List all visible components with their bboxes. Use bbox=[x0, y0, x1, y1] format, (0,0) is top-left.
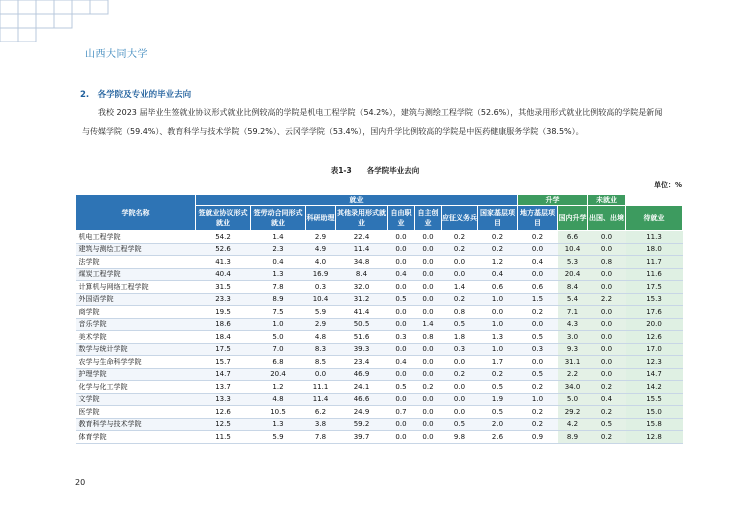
value-cell: 4.3 bbox=[558, 318, 588, 331]
table-row bbox=[76, 343, 683, 356]
value-cell: 4.8 bbox=[306, 331, 336, 344]
unemployed-group-header: 未就业 bbox=[588, 195, 626, 206]
unit-label: 单位：% bbox=[653, 181, 682, 189]
value-cell: 12.6 bbox=[626, 331, 683, 344]
table-row bbox=[76, 431, 683, 444]
column-header: 自主创业 bbox=[415, 206, 442, 231]
value-cell: 5.9 bbox=[251, 431, 306, 444]
value-cell: 0.5 bbox=[388, 381, 415, 394]
value-cell: 0.0 bbox=[518, 243, 558, 256]
value-cell: 2.9 bbox=[306, 318, 336, 331]
value-cell: 7.0 bbox=[251, 343, 306, 356]
college-name-cell: 机电工程学院 bbox=[76, 231, 196, 244]
value-cell: 0.2 bbox=[442, 231, 478, 244]
value-cell: 12.8 bbox=[626, 431, 683, 444]
value-cell: 0.0 bbox=[388, 318, 415, 331]
value-cell: 0.0 bbox=[518, 356, 558, 369]
value-cell: 0.0 bbox=[588, 343, 626, 356]
value-cell: 31.2 bbox=[336, 293, 388, 306]
value-cell: 0.2 bbox=[588, 406, 626, 419]
value-cell: 0.0 bbox=[442, 356, 478, 369]
value-cell: 3.0 bbox=[558, 331, 588, 344]
table-row bbox=[76, 418, 683, 431]
university-name: 山西大同大学 bbox=[85, 49, 148, 60]
value-cell: 41.3 bbox=[196, 256, 251, 269]
table-row bbox=[76, 306, 683, 319]
section-title: 2. 各学院及专业的毕业去向 bbox=[80, 90, 192, 100]
table-row bbox=[76, 356, 683, 369]
value-cell: 0.4 bbox=[388, 268, 415, 281]
value-cell: 1.9 bbox=[478, 393, 518, 406]
value-cell: 4.9 bbox=[306, 243, 336, 256]
value-cell: 0.6 bbox=[478, 281, 518, 294]
value-cell: 18.6 bbox=[196, 318, 251, 331]
value-cell: 1.0 bbox=[478, 318, 518, 331]
value-cell: 0.8 bbox=[415, 331, 442, 344]
value-cell: 2.9 bbox=[306, 231, 336, 244]
value-cell: 2.2 bbox=[558, 368, 588, 381]
value-cell: 0.7 bbox=[388, 406, 415, 419]
value-cell: 0.0 bbox=[518, 318, 558, 331]
value-cell: 0.3 bbox=[518, 343, 558, 356]
value-cell: 1.4 bbox=[442, 281, 478, 294]
value-cell: 13.3 bbox=[196, 393, 251, 406]
value-cell: 1.7 bbox=[478, 356, 518, 369]
value-cell: 24.9 bbox=[336, 406, 388, 419]
value-cell: 0.0 bbox=[415, 256, 442, 269]
value-cell: 0.0 bbox=[415, 393, 442, 406]
value-cell: 1.3 bbox=[478, 331, 518, 344]
value-cell: 0.0 bbox=[388, 231, 415, 244]
table-row bbox=[76, 406, 683, 419]
value-cell: 0.0 bbox=[415, 268, 442, 281]
value-cell: 17.5 bbox=[196, 343, 251, 356]
value-cell: 0.2 bbox=[518, 406, 558, 419]
value-cell: 18.0 bbox=[626, 243, 683, 256]
value-cell: 20.4 bbox=[558, 268, 588, 281]
table-row bbox=[76, 268, 683, 281]
value-cell: 0.5 bbox=[442, 418, 478, 431]
value-cell: 14.7 bbox=[626, 368, 683, 381]
value-cell: 1.8 bbox=[442, 331, 478, 344]
college-name-cell: 化学与化工学院 bbox=[76, 381, 196, 394]
value-cell: 0.0 bbox=[388, 431, 415, 444]
value-cell: 39.3 bbox=[336, 343, 388, 356]
college-name-cell: 教育科学与技术学院 bbox=[76, 418, 196, 431]
column-header: 待就业 bbox=[626, 206, 683, 231]
value-cell: 17.0 bbox=[626, 343, 683, 356]
value-cell: 15.0 bbox=[626, 406, 683, 419]
value-cell: 20.4 bbox=[251, 368, 306, 381]
value-cell: 24.1 bbox=[336, 381, 388, 394]
value-cell: 8.9 bbox=[251, 293, 306, 306]
value-cell: 7.8 bbox=[251, 281, 306, 294]
value-cell: 0.0 bbox=[388, 306, 415, 319]
value-cell: 8.5 bbox=[306, 356, 336, 369]
value-cell: 1.0 bbox=[478, 293, 518, 306]
value-cell: 54.2 bbox=[196, 231, 251, 244]
value-cell: 0.0 bbox=[415, 406, 442, 419]
value-cell: 0.4 bbox=[518, 256, 558, 269]
value-cell: 0.2 bbox=[442, 293, 478, 306]
value-cell: 0.0 bbox=[588, 318, 626, 331]
value-cell: 1.0 bbox=[478, 343, 518, 356]
value-cell: 0.0 bbox=[415, 243, 442, 256]
value-cell: 0.0 bbox=[388, 256, 415, 269]
value-cell: 1.4 bbox=[415, 318, 442, 331]
value-cell: 0.0 bbox=[415, 368, 442, 381]
value-cell: 34.8 bbox=[336, 256, 388, 269]
value-cell: 1.3 bbox=[251, 268, 306, 281]
college-name-cell: 数学与统计学院 bbox=[76, 343, 196, 356]
table-row bbox=[76, 331, 683, 344]
value-cell: 0.0 bbox=[442, 256, 478, 269]
value-cell: 0.6 bbox=[518, 281, 558, 294]
column-header: 地方基层项目 bbox=[518, 206, 558, 231]
value-cell: 16.9 bbox=[306, 268, 336, 281]
value-cell: 34.0 bbox=[558, 381, 588, 394]
college-name-cell: 护理学院 bbox=[76, 368, 196, 381]
value-cell: 0.0 bbox=[415, 306, 442, 319]
value-cell: 0.0 bbox=[442, 268, 478, 281]
section-paragraph: 我校 2023 届毕业生签就业协议形式就业比例较高的学院是机电工程学院（54.2%），建筑与测绘工程学院（52.6%），其他录用形式就业比例较高的学院是新闻与传媒学院（59.4%）、教育科学与技术学院（59.2%）、云冈学学院（53.4%），国内升学比例较高的学院是中医药健康服务学院（38.5%）。 bbox=[82, 108, 663, 136]
value-cell: 2.0 bbox=[478, 418, 518, 431]
column-header: 其他录用形式就业 bbox=[336, 206, 388, 231]
value-cell: 0.0 bbox=[588, 368, 626, 381]
value-cell: 15.7 bbox=[196, 356, 251, 369]
column-header: 签就业协议形式就业 bbox=[196, 206, 251, 231]
value-cell: 4.2 bbox=[558, 418, 588, 431]
college-name-cell: 商学院 bbox=[76, 306, 196, 319]
value-cell: 0.0 bbox=[415, 281, 442, 294]
value-cell: 0.5 bbox=[518, 368, 558, 381]
destination-table bbox=[75, 194, 683, 444]
table-row bbox=[76, 368, 683, 381]
value-cell: 0.9 bbox=[518, 431, 558, 444]
table-caption: 表1-3 各学院毕业去向 bbox=[330, 166, 420, 175]
value-cell: 0.2 bbox=[518, 381, 558, 394]
value-cell: 5.9 bbox=[306, 306, 336, 319]
table-row bbox=[76, 256, 683, 269]
value-cell: 11.4 bbox=[306, 393, 336, 406]
value-cell: 0.2 bbox=[478, 368, 518, 381]
value-cell: 39.7 bbox=[336, 431, 388, 444]
decorative-grid bbox=[0, 0, 140, 42]
value-cell: 2.6 bbox=[478, 431, 518, 444]
value-cell: 1.0 bbox=[518, 393, 558, 406]
value-cell: 5.4 bbox=[558, 293, 588, 306]
value-cell: 0.2 bbox=[415, 381, 442, 394]
value-cell: 10.5 bbox=[251, 406, 306, 419]
value-cell: 0.0 bbox=[518, 268, 558, 281]
value-cell: 0.5 bbox=[442, 318, 478, 331]
table-row bbox=[76, 318, 683, 331]
value-cell: 0.3 bbox=[442, 343, 478, 356]
employment-group-header: 就业 bbox=[196, 195, 518, 206]
value-cell: 0.2 bbox=[518, 306, 558, 319]
value-cell: 3.8 bbox=[306, 418, 336, 431]
value-cell: 0.2 bbox=[588, 381, 626, 394]
value-cell: 40.4 bbox=[196, 268, 251, 281]
college-name-cell: 外国语学院 bbox=[76, 293, 196, 306]
value-cell: 0.5 bbox=[388, 293, 415, 306]
value-cell: 0.0 bbox=[588, 231, 626, 244]
column-header: 科研助理 bbox=[306, 206, 336, 231]
value-cell: 0.0 bbox=[588, 306, 626, 319]
value-cell: 0.5 bbox=[478, 381, 518, 394]
column-header: 国家基层项目 bbox=[478, 206, 518, 231]
value-cell: 11.6 bbox=[626, 268, 683, 281]
value-cell: 8.9 bbox=[558, 431, 588, 444]
value-cell: 46.9 bbox=[336, 368, 388, 381]
value-cell: 2.3 bbox=[251, 243, 306, 256]
value-cell: 0.2 bbox=[588, 431, 626, 444]
value-cell: 0.8 bbox=[588, 256, 626, 269]
value-cell: 2.2 bbox=[588, 293, 626, 306]
value-cell: 0.0 bbox=[388, 281, 415, 294]
value-cell: 0.4 bbox=[478, 268, 518, 281]
value-cell: 5.3 bbox=[558, 256, 588, 269]
table-row bbox=[76, 281, 683, 294]
value-cell: 0.4 bbox=[588, 393, 626, 406]
value-cell: 9.3 bbox=[558, 343, 588, 356]
value-cell: 0.0 bbox=[588, 331, 626, 344]
value-cell: 0.2 bbox=[478, 231, 518, 244]
value-cell: 0.0 bbox=[442, 406, 478, 419]
value-cell: 0.2 bbox=[518, 418, 558, 431]
value-cell: 1.3 bbox=[251, 418, 306, 431]
value-cell: 31.5 bbox=[196, 281, 251, 294]
value-cell: 0.2 bbox=[442, 368, 478, 381]
value-cell: 0.0 bbox=[388, 418, 415, 431]
value-cell: 51.6 bbox=[336, 331, 388, 344]
value-cell: 32.0 bbox=[336, 281, 388, 294]
college-name-cell: 农学与生命科学学院 bbox=[76, 356, 196, 369]
college-name-cell: 建筑与测绘工程学院 bbox=[76, 243, 196, 256]
value-cell: 29.2 bbox=[558, 406, 588, 419]
value-cell: 19.5 bbox=[196, 306, 251, 319]
value-cell: 0.0 bbox=[415, 293, 442, 306]
value-cell: 0.0 bbox=[388, 368, 415, 381]
value-cell: 11.5 bbox=[196, 431, 251, 444]
value-cell: 15.3 bbox=[626, 293, 683, 306]
value-cell: 11.7 bbox=[626, 256, 683, 269]
value-cell: 52.6 bbox=[196, 243, 251, 256]
value-cell: 11.4 bbox=[336, 243, 388, 256]
value-cell: 6.6 bbox=[558, 231, 588, 244]
column-header: 签劳动合同形式就业 bbox=[251, 206, 306, 231]
further-study-group-header: 升学 bbox=[518, 195, 588, 206]
column-header: 自由职业 bbox=[388, 206, 415, 231]
value-cell: 8.3 bbox=[306, 343, 336, 356]
value-cell: 13.7 bbox=[196, 381, 251, 394]
table-row bbox=[76, 293, 683, 306]
college-name-cell: 法学院 bbox=[76, 256, 196, 269]
value-cell: 23.3 bbox=[196, 293, 251, 306]
value-cell: 46.6 bbox=[336, 393, 388, 406]
value-cell: 0.0 bbox=[415, 356, 442, 369]
college-name-cell: 煤炭工程学院 bbox=[76, 268, 196, 281]
value-cell: 0.0 bbox=[415, 418, 442, 431]
value-cell: 14.7 bbox=[196, 368, 251, 381]
value-cell: 18.4 bbox=[196, 331, 251, 344]
value-cell: 6.8 bbox=[251, 356, 306, 369]
value-cell: 0.0 bbox=[415, 431, 442, 444]
value-cell: 1.0 bbox=[251, 318, 306, 331]
college-name-cell: 医学院 bbox=[76, 406, 196, 419]
value-cell: 22.4 bbox=[336, 231, 388, 244]
value-cell: 12.6 bbox=[196, 406, 251, 419]
college-name-cell: 美术学院 bbox=[76, 331, 196, 344]
column-header: 国内升学 bbox=[558, 206, 588, 231]
value-cell: 1.2 bbox=[478, 256, 518, 269]
college-name-cell: 文学院 bbox=[76, 393, 196, 406]
page-number: 20 bbox=[75, 478, 86, 487]
value-cell: 31.1 bbox=[558, 356, 588, 369]
value-cell: 0.4 bbox=[251, 256, 306, 269]
value-cell: 0.0 bbox=[442, 381, 478, 394]
value-cell: 8.4 bbox=[558, 281, 588, 294]
value-cell: 23.4 bbox=[336, 356, 388, 369]
value-cell: 0.0 bbox=[588, 281, 626, 294]
value-cell: 41.4 bbox=[336, 306, 388, 319]
value-cell: 11.3 bbox=[626, 231, 683, 244]
value-cell: 0.5 bbox=[478, 406, 518, 419]
value-cell: 0.0 bbox=[388, 343, 415, 356]
table-row bbox=[76, 393, 683, 406]
value-cell: 14.2 bbox=[626, 381, 683, 394]
value-cell: 0.2 bbox=[478, 243, 518, 256]
value-cell: 0.0 bbox=[306, 368, 336, 381]
value-cell: 6.2 bbox=[306, 406, 336, 419]
value-cell: 0.4 bbox=[388, 356, 415, 369]
value-cell: 1.2 bbox=[251, 381, 306, 394]
value-cell: 1.5 bbox=[518, 293, 558, 306]
value-cell: 10.4 bbox=[306, 293, 336, 306]
value-cell: 11.1 bbox=[306, 381, 336, 394]
value-cell: 7.8 bbox=[306, 431, 336, 444]
table-row bbox=[76, 231, 683, 244]
value-cell: 7.5 bbox=[251, 306, 306, 319]
value-cell: 0.0 bbox=[478, 306, 518, 319]
column-header: 出国、出境 bbox=[588, 206, 626, 231]
value-cell: 0.3 bbox=[306, 281, 336, 294]
college-name-cell: 计算机与网络工程学院 bbox=[76, 281, 196, 294]
value-cell: 12.3 bbox=[626, 356, 683, 369]
value-cell: 50.5 bbox=[336, 318, 388, 331]
value-cell: 0.0 bbox=[388, 393, 415, 406]
value-cell: 0.0 bbox=[588, 356, 626, 369]
value-cell: 0.0 bbox=[442, 393, 478, 406]
value-cell: 5.0 bbox=[251, 331, 306, 344]
value-cell: 0.3 bbox=[388, 331, 415, 344]
value-cell: 4.0 bbox=[306, 256, 336, 269]
value-cell: 0.0 bbox=[588, 268, 626, 281]
college-name-cell: 音乐学院 bbox=[76, 318, 196, 331]
value-cell: 0.8 bbox=[442, 306, 478, 319]
college-name-header: 学院名称 bbox=[76, 195, 196, 231]
value-cell: 9.8 bbox=[442, 431, 478, 444]
value-cell: 0.2 bbox=[442, 243, 478, 256]
table-row bbox=[76, 381, 683, 394]
value-cell: 8.4 bbox=[336, 268, 388, 281]
college-name-cell: 体育学院 bbox=[76, 431, 196, 444]
value-cell: 59.2 bbox=[336, 418, 388, 431]
value-cell: 0.0 bbox=[388, 243, 415, 256]
value-cell: 0.5 bbox=[588, 418, 626, 431]
value-cell: 4.8 bbox=[251, 393, 306, 406]
value-cell: 15.8 bbox=[626, 418, 683, 431]
value-cell: 15.5 bbox=[626, 393, 683, 406]
value-cell: 7.1 bbox=[558, 306, 588, 319]
value-cell: 17.5 bbox=[626, 281, 683, 294]
value-cell: 0.0 bbox=[415, 343, 442, 356]
value-cell: 20.0 bbox=[626, 318, 683, 331]
value-cell: 5.0 bbox=[558, 393, 588, 406]
value-cell: 0.5 bbox=[518, 331, 558, 344]
value-cell: 0.0 bbox=[415, 231, 442, 244]
value-cell: 1.4 bbox=[251, 231, 306, 244]
value-cell: 17.6 bbox=[626, 306, 683, 319]
value-cell: 0.0 bbox=[588, 243, 626, 256]
column-header: 应征义务兵 bbox=[442, 206, 478, 231]
value-cell: 12.5 bbox=[196, 418, 251, 431]
value-cell: 0.2 bbox=[518, 231, 558, 244]
table-row bbox=[76, 243, 683, 256]
value-cell: 10.4 bbox=[558, 243, 588, 256]
